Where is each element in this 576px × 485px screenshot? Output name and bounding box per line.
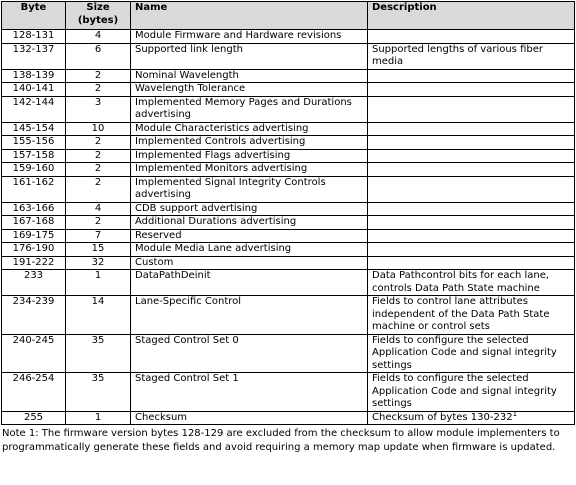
cell-description: [368, 83, 575, 97]
cell-description: [368, 229, 575, 243]
cell-name: [131, 216, 368, 230]
cell-byte-text: 161-162: [12, 176, 55, 188]
cell-byte: [2, 411, 66, 425]
cell-byte-text: 169-175: [12, 229, 55, 241]
cell-byte-text: 255: [23, 411, 44, 423]
memory-map-table: [1, 1, 575, 425]
table-row: [2, 149, 575, 163]
cell-size-text: 2: [94, 216, 102, 227]
cell-description: [368, 411, 575, 425]
table-row: [2, 69, 575, 83]
cell-size-text: 2: [94, 136, 102, 147]
cell-description: [368, 256, 575, 270]
table-row: [2, 256, 575, 270]
table-row: [2, 163, 575, 177]
cell-byte-text: 159-160: [12, 163, 55, 174]
table-header-row: [2, 2, 575, 30]
cell-name: [131, 136, 368, 150]
cell-size-text: 2: [94, 69, 102, 81]
cell-size: [66, 243, 131, 257]
cell-size-text: 35: [91, 334, 105, 346]
cell-size: [66, 229, 131, 243]
cell-size: [66, 176, 131, 202]
cell-byte-text: 145-154: [12, 122, 55, 134]
cell-name: [131, 334, 368, 373]
cell-description: [368, 149, 575, 163]
cell-byte: [2, 243, 66, 257]
cell-byte: [2, 96, 66, 122]
cell-name: [131, 43, 368, 69]
cell-byte: [2, 176, 66, 202]
table-row: [2, 122, 575, 136]
cell-byte-text: 176-190: [12, 243, 55, 254]
cell-byte: [2, 229, 66, 243]
cell-size: [66, 411, 131, 425]
cell-byte-text: 132-137: [12, 43, 55, 55]
cell-description: [368, 43, 575, 69]
cell-size-text: 4: [94, 202, 102, 214]
cell-size-text: 2: [94, 176, 102, 188]
table-row: [2, 202, 575, 216]
cell-byte: [2, 296, 66, 335]
cell-description: [368, 334, 575, 373]
cell-byte: [2, 43, 66, 69]
cell-name-text: Module Characteristics advertising: [135, 122, 309, 134]
cell-name-text: CDB support advertising: [135, 202, 258, 214]
cell-byte-text: 191-222: [12, 256, 55, 268]
table-row: [2, 43, 575, 69]
cell-description: [368, 270, 575, 296]
cell-byte: [2, 216, 66, 230]
table-row: [2, 373, 575, 412]
cell-size-text: 35: [91, 373, 105, 384]
cell-byte: [2, 122, 66, 136]
cell-byte-text: 240-245: [12, 334, 55, 346]
cell-size-text: 4: [94, 30, 102, 41]
cell-name: [131, 30, 368, 44]
cell-byte: [2, 163, 66, 177]
cell-name-text: Implemented Monitors advertising: [135, 163, 308, 174]
cell-byte-text: 138-139: [12, 69, 55, 81]
table-row: [2, 176, 575, 202]
cell-description: [368, 243, 575, 257]
cell-description-text: Checksum of bytes 130-232: [372, 411, 513, 423]
cell-name-text: Staged Control Set 0: [135, 334, 239, 346]
cell-description-text: Data Pathcontrol bits for each lane, controls Data Path State machine: [372, 270, 550, 294]
cell-byte: [2, 334, 66, 373]
cell-name-text: DataPathDeinit: [135, 270, 211, 281]
cell-name: [131, 96, 368, 122]
cell-description-text: Supported lengths of various fiber media: [372, 43, 543, 67]
cell-name: [131, 270, 368, 296]
cell-name-text: Implemented Controls advertising: [135, 136, 306, 147]
cell-description-text: Fields to control lane attributes independent of the Data Path State machine or control sets: [372, 296, 550, 332]
cell-name-text: Implemented Flags advertising: [135, 149, 291, 161]
cell-byte: [2, 69, 66, 83]
header-byte: Byte: [2, 2, 66, 30]
cell-description: [368, 30, 575, 44]
cell-size: [66, 216, 131, 230]
cell-size: [66, 256, 131, 270]
cell-name-text: Staged Control Set 1: [135, 373, 239, 384]
cell-name-text: Implemented Signal Integrity Controls advertising: [135, 176, 326, 200]
cell-description: [368, 163, 575, 177]
cell-byte: [2, 136, 66, 150]
cell-name: [131, 176, 368, 202]
cell-size: [66, 96, 131, 122]
cell-name: [131, 202, 368, 216]
cell-byte-text: 246-254: [12, 373, 55, 384]
cell-name: [131, 163, 368, 177]
cell-description-text: Fields to configure the selected Application Code and signal integrity settings: [372, 373, 557, 409]
cell-name-text: Checksum: [135, 411, 188, 423]
header-description: Description: [368, 2, 575, 30]
cell-size-text: 2: [94, 149, 102, 161]
cell-size-text: 2: [94, 163, 102, 174]
cell-size-text: 3: [94, 96, 102, 108]
cell-size-text: 14: [91, 296, 105, 307]
cell-byte-text: 140-141: [12, 83, 55, 94]
cell-byte-text: 142-144: [12, 96, 55, 108]
cell-size: [66, 83, 131, 97]
table-row: [2, 136, 575, 150]
cell-name: [131, 83, 368, 97]
cell-byte: [2, 256, 66, 270]
cell-description: [368, 216, 575, 230]
cell-name-text: Nominal Wavelength: [135, 69, 239, 81]
cell-name: [131, 229, 368, 243]
cell-byte-text: 128-131: [12, 30, 55, 41]
cell-name: [131, 122, 368, 136]
cell-description: [368, 69, 575, 83]
cell-name: [131, 149, 368, 163]
cell-name-text: Module Firmware and Hardware revisions: [135, 30, 342, 41]
cell-byte: [2, 373, 66, 412]
cell-size-text: 10: [91, 122, 105, 134]
cell-size: [66, 149, 131, 163]
cell-size-text: 2: [94, 83, 102, 94]
cell-description: [368, 122, 575, 136]
cell-name-text: Wavelength Tolerance: [135, 83, 246, 94]
table-row: [2, 243, 575, 257]
document: [1, 1, 574, 455]
cell-size-text: 7: [94, 229, 102, 241]
table-row: [2, 96, 575, 122]
cell-size: [66, 136, 131, 150]
footnote: Note 1: The firmware version bytes 128-129 are excluded from the checksum to allow module implementers to programmatically generate these fields and avoid requiring a memory map update when firmware is updated.: [2, 428, 560, 453]
cell-size-text: 1: [94, 270, 102, 281]
cell-byte: [2, 202, 66, 216]
table-row: [2, 411, 575, 425]
cell-name: [131, 243, 368, 257]
table-body: [2, 30, 575, 425]
cell-byte-text: 155-156: [12, 136, 55, 147]
cell-size: [66, 30, 131, 44]
cell-size: [66, 296, 131, 335]
cell-description: [368, 176, 575, 202]
cell-name: [131, 411, 368, 425]
cell-name-text: Reserved: [135, 229, 182, 241]
cell-size: [66, 334, 131, 373]
table-row: [2, 83, 575, 97]
cell-description-text: Fields to configure the selected Application Code and signal integrity settings: [372, 334, 557, 371]
cell-byte-text: 157-158: [12, 149, 55, 161]
cell-size: [66, 163, 131, 177]
cell-name: [131, 296, 368, 335]
table-row: [2, 270, 575, 296]
cell-byte: [2, 30, 66, 44]
cell-byte-text: 234-239: [12, 296, 55, 307]
cell-name-text: Implemented Memory Pages and Durations advertising: [135, 96, 352, 120]
cell-description: [368, 202, 575, 216]
cell-size: [66, 122, 131, 136]
cell-name: [131, 69, 368, 83]
cell-description: [368, 136, 575, 150]
cell-name: [131, 373, 368, 412]
cell-name-text: Module Media Lane advertising: [135, 243, 292, 254]
cell-description: [368, 296, 575, 335]
cell-byte: [2, 83, 66, 97]
cell-name-text: Supported link length: [135, 43, 243, 55]
footnote-marker: 1: [512, 409, 518, 418]
header-name: Name: [131, 2, 368, 30]
cell-byte-text: 167-168: [12, 216, 55, 227]
cell-size: [66, 270, 131, 296]
cell-byte-text: 163-166: [12, 202, 55, 214]
header-size: Size (bytes): [66, 2, 131, 30]
cell-description: [368, 373, 575, 412]
cell-name-text: Additional Durations advertising: [135, 216, 297, 227]
cell-name-text: Custom: [135, 256, 174, 268]
cell-size: [66, 373, 131, 412]
table-row: [2, 30, 575, 44]
table-row: [2, 229, 575, 243]
cell-size: [66, 202, 131, 216]
cell-size: [66, 69, 131, 83]
table-row: [2, 334, 575, 373]
cell-size: [66, 43, 131, 69]
cell-description: [368, 96, 575, 122]
cell-size-text: 32: [91, 256, 105, 268]
table-row: [2, 296, 575, 335]
cell-byte: [2, 149, 66, 163]
cell-name-text: Lane-Specific Control: [135, 296, 242, 307]
table-row: [2, 216, 575, 230]
cell-size-text: 1: [94, 411, 102, 423]
cell-name: [131, 256, 368, 270]
cell-byte: [2, 270, 66, 296]
cell-size-text: 15: [91, 243, 105, 254]
cell-size-text: 6: [94, 43, 102, 55]
cell-byte-text: 233: [23, 270, 44, 281]
